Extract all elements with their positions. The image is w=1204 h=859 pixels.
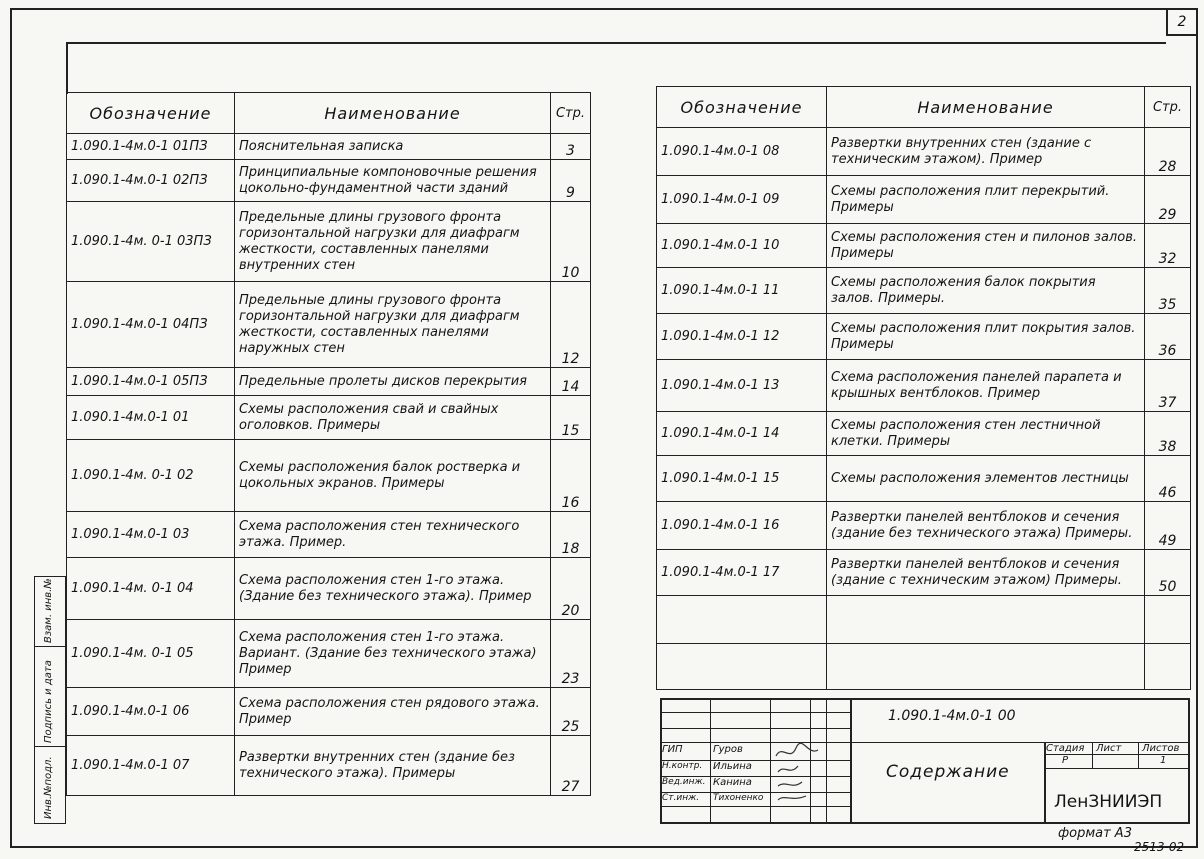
name-gip: Гуров xyxy=(713,744,743,755)
contents-table-left xyxy=(66,92,591,796)
cell-code: 1.090.1-4м.0-1 15 xyxy=(657,456,827,502)
cell-code: 1.090.1-4м.0-1 05ПЗ xyxy=(67,368,235,396)
table-row xyxy=(67,440,591,512)
cell-name: Схемы расположения стен и пилонов залов. Примеры xyxy=(827,224,1145,268)
table-row xyxy=(67,134,591,160)
cell-page: 49 xyxy=(1145,502,1191,550)
side-cell-replacement xyxy=(35,577,65,647)
cell-page: 37 xyxy=(1145,360,1191,412)
table-row xyxy=(67,282,591,368)
table-row xyxy=(67,688,591,736)
page-number: 2 xyxy=(1166,10,1196,36)
cell-page: 3 xyxy=(551,134,591,160)
cell-name: Развертки панелей вентблоков и сечения (здание с техническим этажом) Примеры. xyxy=(827,550,1145,596)
cell-name: Пояснительная записка xyxy=(235,134,551,160)
cell-code: 1.090.1-4м.0-1 11 xyxy=(657,268,827,314)
approval-side-strip xyxy=(34,576,66,824)
cell-name: Схемы расположения плит перекрытий. Примеры xyxy=(827,176,1145,224)
name-norm-control: Ильина xyxy=(713,761,752,772)
name-senior-engineer: Тихоненко xyxy=(713,793,764,803)
top-rule xyxy=(66,42,1166,44)
role-senior-engineer: Ст.инж. xyxy=(662,793,700,803)
cell-name: Схема расположения стен технического этажа. Пример. xyxy=(235,512,551,558)
cell-name: Принципиальные компоновочные решения цокольно-фундаментной части зданий xyxy=(235,160,551,202)
cell-name: Развертки внутренних стен (здание с техническим этажом). Пример xyxy=(827,128,1145,176)
cell-name: Схемы расположения плит покрытия залов. Примеры xyxy=(827,314,1145,360)
table-row xyxy=(657,502,1191,550)
sheet-label: Лист xyxy=(1096,743,1122,754)
name-lead-engineer: Канина xyxy=(713,777,752,788)
cell-page: 23 xyxy=(551,620,591,688)
side-label-signature: Подпись и дата xyxy=(43,660,54,743)
table-row xyxy=(67,202,591,282)
cell-name xyxy=(827,644,1145,690)
cell-code: 1.090.1-4м. 0-1 03ПЗ xyxy=(67,202,235,282)
cell-code: 1.090.1-4м.0-1 14 xyxy=(657,412,827,456)
cell-page: 29 xyxy=(1145,176,1191,224)
cell-code: 1.090.1-4м. 0-1 05 xyxy=(67,620,235,688)
cell-name: Схемы расположения стен лестничной клетки. Примеры xyxy=(827,412,1145,456)
cell-code xyxy=(657,644,827,690)
cell-code: 1.090.1-4м.0-1 04ПЗ xyxy=(67,282,235,368)
cell-name xyxy=(827,596,1145,644)
table-row xyxy=(67,396,591,440)
cell-name: Развертки панелей вентблоков и сечения (здание без технического этажа) Примеры. xyxy=(827,502,1145,550)
organization: ЛенЗНИИЭП xyxy=(1054,792,1163,812)
cell-code: 1.090.1-4м.0-1 16 xyxy=(657,502,827,550)
header-code: Обозначение xyxy=(657,87,827,128)
cell-code: 1.090.1-4м.0-1 06 xyxy=(67,688,235,736)
table-row xyxy=(657,176,1191,224)
cell-page: 35 xyxy=(1145,268,1191,314)
contents-table-right xyxy=(656,86,1191,690)
cell-code: 1.090.1-4м.0-1 08 xyxy=(657,128,827,176)
table-row xyxy=(657,596,1191,644)
header-page: Стр. xyxy=(1145,87,1191,128)
cell-code: 1.090.1-4м.0-1 01 xyxy=(67,396,235,440)
stage-label: Стадия xyxy=(1046,743,1085,754)
cell-name: Схема расположения панелей парапета и крышных вентблоков. Пример xyxy=(827,360,1145,412)
cell-page: 15 xyxy=(551,396,591,440)
cell-page xyxy=(1145,644,1191,690)
cell-page: 25 xyxy=(551,688,591,736)
cell-code: 1.090.1-4м.0-1 13 xyxy=(657,360,827,412)
cell-code: 1.090.1-4м.0-1 01ПЗ xyxy=(67,134,235,160)
cell-page: 36 xyxy=(1145,314,1191,360)
cell-code xyxy=(657,596,827,644)
cell-page xyxy=(1145,596,1191,644)
cell-page: 32 xyxy=(1145,224,1191,268)
cell-page: 46 xyxy=(1145,456,1191,502)
cell-page: 27 xyxy=(551,736,591,796)
sheets-label: Листов xyxy=(1142,743,1180,754)
cell-page: 12 xyxy=(551,282,591,368)
cell-code: 1.090.1-4м.0-1 03 xyxy=(67,512,235,558)
cell-page: 28 xyxy=(1145,128,1191,176)
role-norm-control: Н.контр. xyxy=(662,761,703,771)
role-gip: ГИП xyxy=(662,744,683,755)
cell-code: 1.090.1-4м. 0-1 04 xyxy=(67,558,235,620)
table-header-row xyxy=(67,93,591,134)
table-header-row xyxy=(657,87,1191,128)
title-block xyxy=(660,698,1190,824)
cell-name: Схемы расположения элементов лестницы xyxy=(827,456,1145,502)
cell-name: Схема расположения стен рядового этажа. Пример xyxy=(235,688,551,736)
table-row xyxy=(657,550,1191,596)
header-name: Наименование xyxy=(827,87,1145,128)
cell-page: 38 xyxy=(1145,412,1191,456)
format-label: формат А3 xyxy=(1058,826,1132,841)
table-row xyxy=(67,558,591,620)
table-row xyxy=(657,360,1191,412)
side-cell-signature xyxy=(35,647,65,747)
signature-marks xyxy=(772,742,824,806)
cell-page: 50 xyxy=(1145,550,1191,596)
cell-code: 1.090.1-4м.0-1 07 xyxy=(67,736,235,796)
table-row xyxy=(67,736,591,796)
sheet-code: 2513-02 xyxy=(1134,840,1185,854)
side-label-replacement: Взам. инв.№ xyxy=(43,578,54,643)
left-rule xyxy=(66,42,68,94)
cell-code: 1.090.1-4м.0-1 09 xyxy=(657,176,827,224)
cell-name: Схема расположения стен 1-го этажа. Вариант. (Здание без технического этажа) Пример xyxy=(235,620,551,688)
table-row xyxy=(657,412,1191,456)
header-code: Обозначение xyxy=(67,93,235,134)
cell-name: Предельные пролеты дисков перекрытия xyxy=(235,368,551,396)
cell-name: Предельные длины грузового фронта горизонтальной нагрузки для диафрагм жесткости, составленных панелями наружных стен xyxy=(235,282,551,368)
table-row xyxy=(657,314,1191,360)
table-row xyxy=(67,160,591,202)
role-lead-engineer: Вед.инж. xyxy=(662,777,706,787)
header-page: Стр. xyxy=(551,93,591,134)
table-row xyxy=(67,368,591,396)
cell-page: 16 xyxy=(551,440,591,512)
side-label-inventory: Инв.№подл. xyxy=(43,756,54,819)
cell-page: 18 xyxy=(551,512,591,558)
stage-value: Р xyxy=(1062,755,1069,766)
cell-page: 14 xyxy=(551,368,591,396)
cell-page: 10 xyxy=(551,202,591,282)
table-row xyxy=(67,620,591,688)
cell-page: 20 xyxy=(551,558,591,620)
cell-code: 1.090.1-4м.0-1 17 xyxy=(657,550,827,596)
cell-name: Схемы расположения балок покрытия залов. Примеры. xyxy=(827,268,1145,314)
cell-code: 1.090.1-4м. 0-1 02 xyxy=(67,440,235,512)
table-row xyxy=(657,224,1191,268)
table-row xyxy=(657,644,1191,690)
sheet-title: Содержание xyxy=(886,762,1010,782)
table-row xyxy=(657,268,1191,314)
table-row xyxy=(67,512,591,558)
cell-code: 1.090.1-4м.0-1 12 xyxy=(657,314,827,360)
cell-page: 9 xyxy=(551,160,591,202)
table-row xyxy=(657,456,1191,502)
table-row xyxy=(657,128,1191,176)
cell-name: Схемы расположения свай и свайных оголовков. Примеры xyxy=(235,396,551,440)
sheets-value: 1 xyxy=(1160,755,1167,766)
side-cell-inventory xyxy=(35,747,65,823)
cell-code: 1.090.1-4м.0-1 02ПЗ xyxy=(67,160,235,202)
cell-name: Предельные длины грузового фронта горизонтальной нагрузки для диафрагм жесткости, составленных панелями внутренних стен xyxy=(235,202,551,282)
cell-name: Схемы расположения балок ростверка и цокольных экранов. Примеры xyxy=(235,440,551,512)
document-code: 1.090.1-4м.0-1 00 xyxy=(888,708,1016,724)
cell-name: Развертки внутренних стен (здание без технического этажа). Примеры xyxy=(235,736,551,796)
cell-name: Схема расположения стен 1-го этажа. (Здание без технического этажа). Пример xyxy=(235,558,551,620)
cell-code: 1.090.1-4м.0-1 10 xyxy=(657,224,827,268)
header-name: Наименование xyxy=(235,93,551,134)
